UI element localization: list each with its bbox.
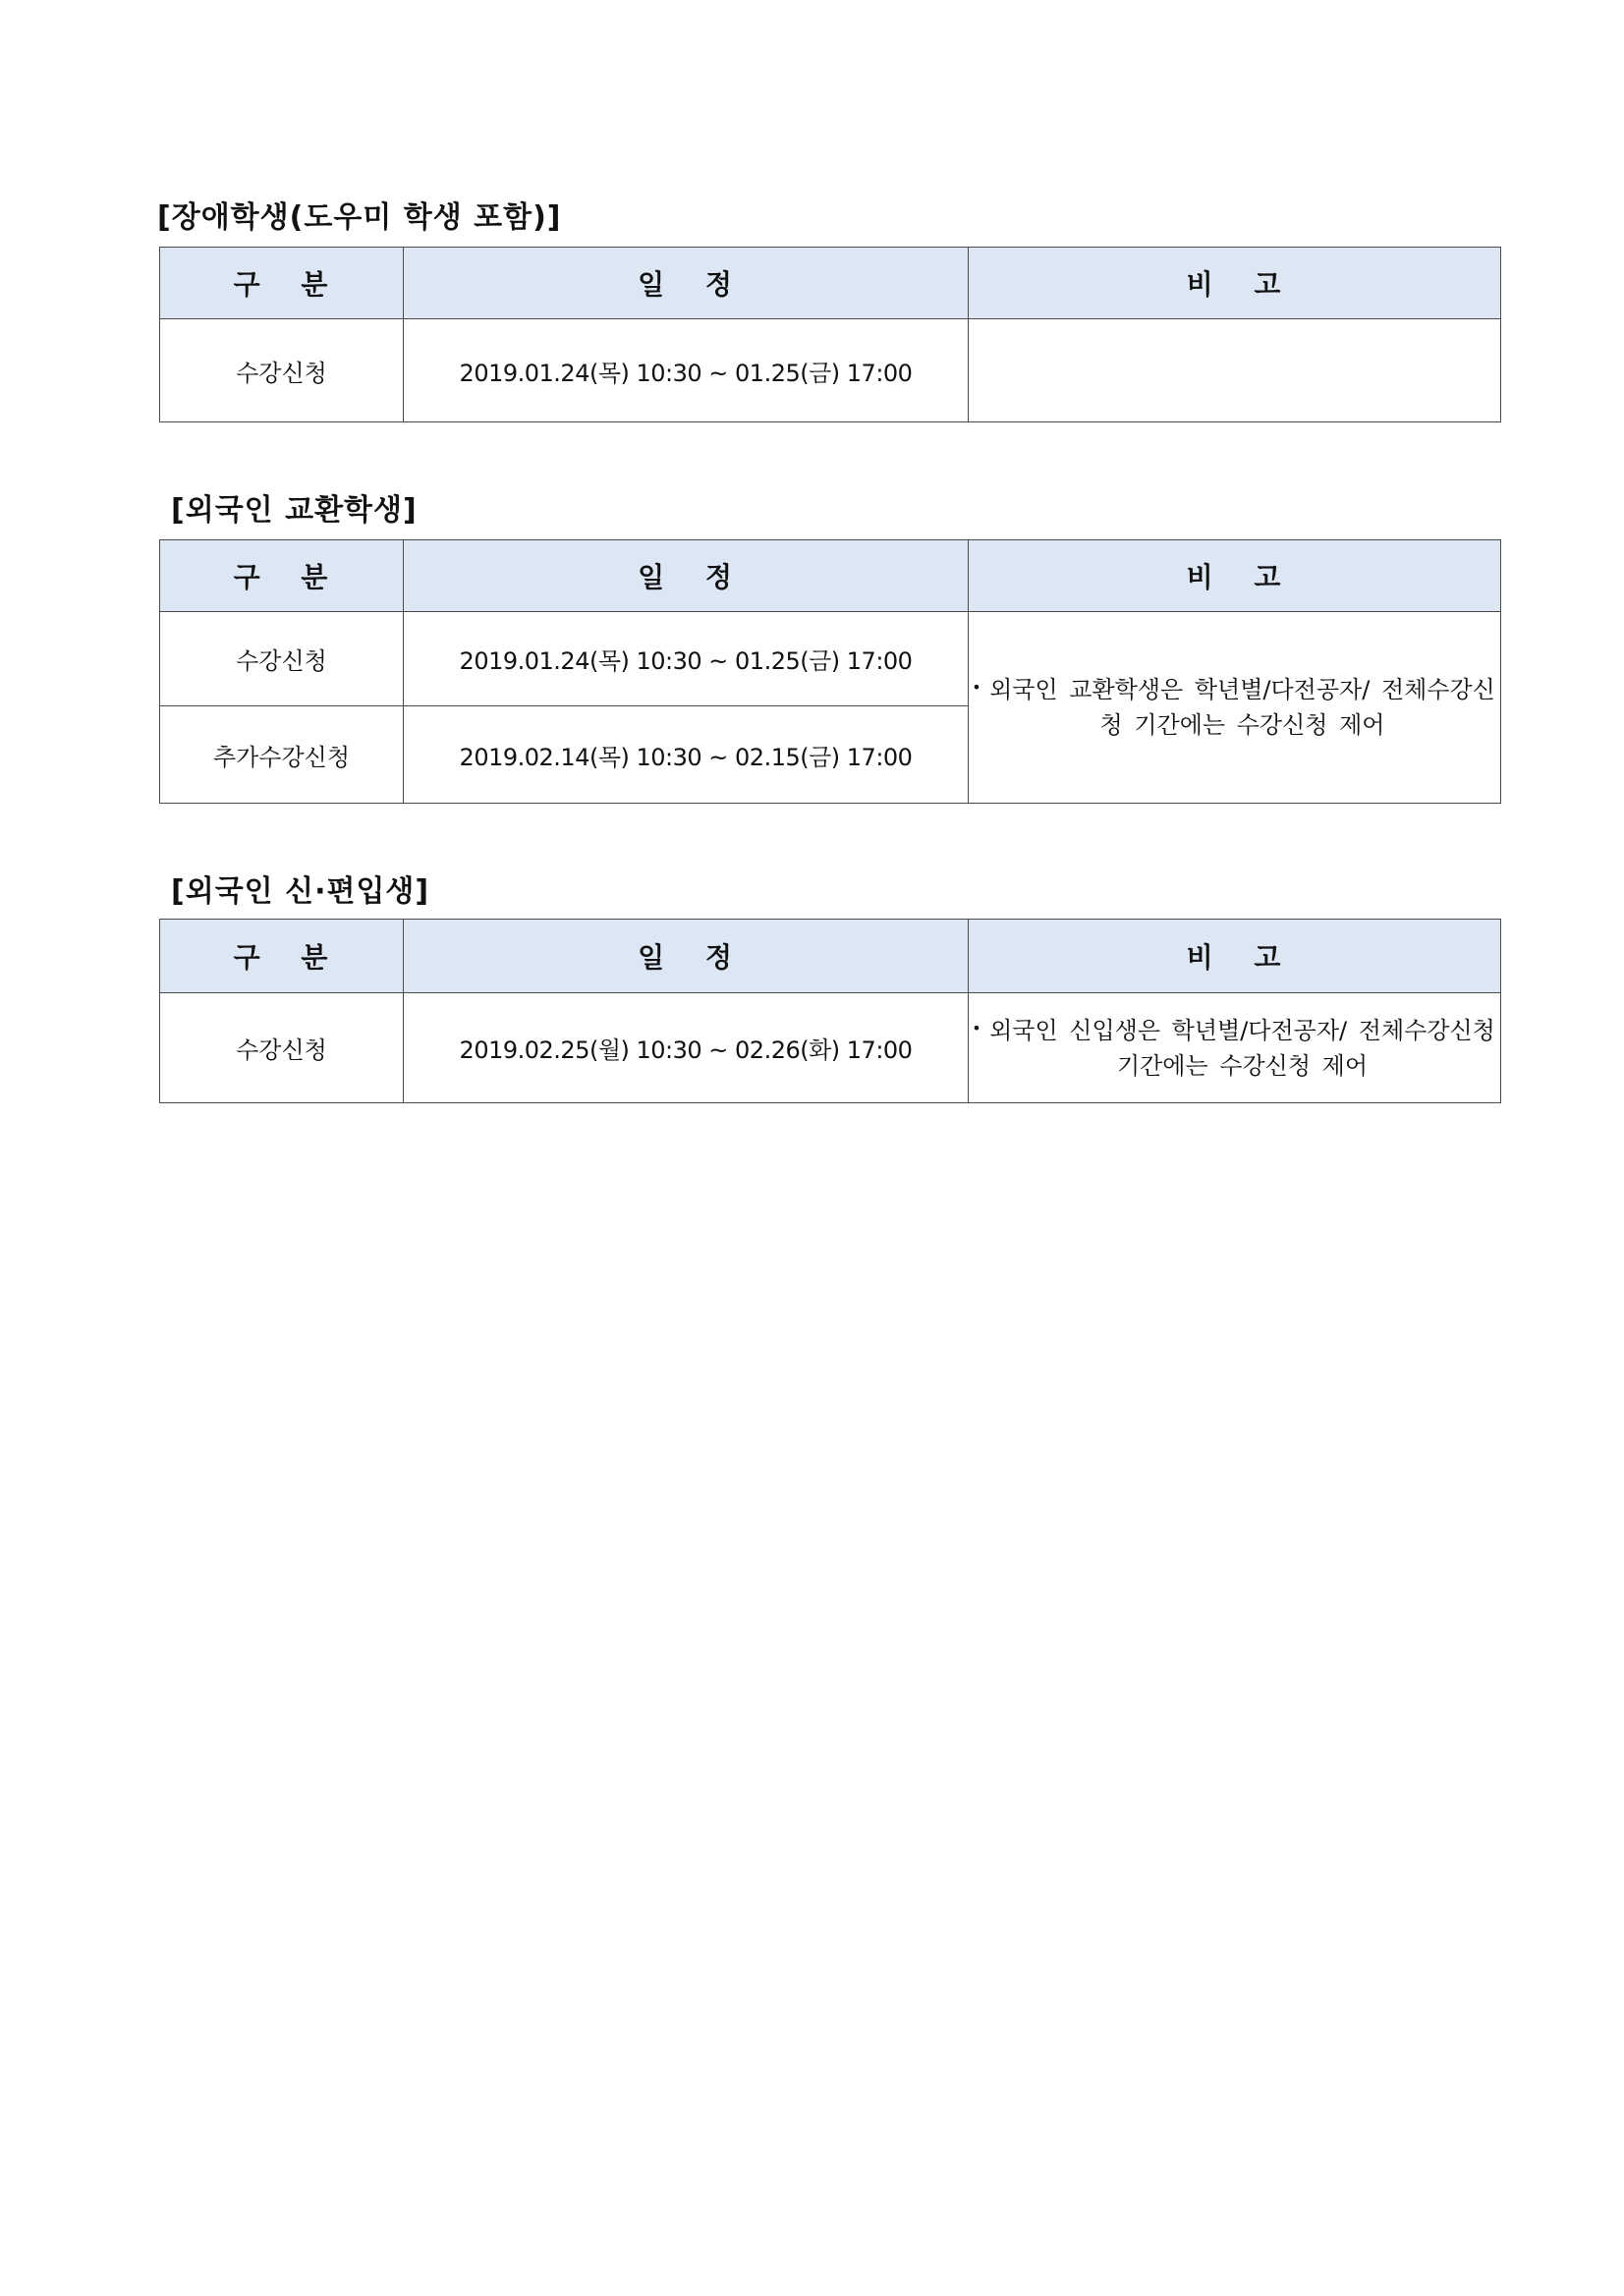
table-header-row [160,920,1501,993]
section-title-foreign-new-students: [외국인 신·편입생] [171,874,430,909]
row-schedule: 2019.02.25(월) 10:30 ~ 02.26(화) 17:00 [404,993,969,1103]
header-category: 구 분 [160,540,404,612]
row-category: 수강신청 [160,612,404,706]
row-schedule: 2019.01.24(목) 10:30 ~ 01.25(금) 17:00 [404,612,969,706]
row-remarks [969,993,1501,1103]
header-remarks: 비 고 [969,540,1501,612]
section-title-disabled-students: [장애학생(도우미 학생 포함)] [157,200,562,235]
bullet-icon: • [972,1018,981,1037]
bullet-icon: • [972,678,981,697]
row-remarks [969,612,1501,804]
remarks-text: 외국인 신입생은 학년별/다전공자/ 전체수강신청 기간에는 수강신청 제어 [989,1016,1495,1080]
row-remarks [969,319,1501,422]
table-header-row [160,248,1501,319]
table-header-row [160,540,1501,612]
section-title-exchange-students: [외국인 교환학생] [171,493,418,528]
row-category: 수강신청 [160,993,404,1103]
row-category: 수강신청 [160,319,404,422]
row-schedule: 2019.02.14(목) 10:30 ~ 02.15(금) 17:00 [404,706,969,804]
row-schedule: 2019.01.24(목) 10:30 ~ 01.25(금) 17:00 [404,319,969,422]
header-schedule: 일 정 [404,540,969,612]
header-category: 구 분 [160,248,404,319]
table-row [160,319,1501,422]
row-category: 추가수강신청 [160,706,404,804]
header-remarks: 비 고 [969,920,1501,993]
header-schedule: 일 정 [404,920,969,993]
schedule-table-foreign-new-students [159,919,1501,1103]
header-category: 구 분 [160,920,404,993]
table-row [160,612,1501,706]
remarks-text: 외국인 교환학생은 학년별/다전공자/ 전체수강신청 기간에는 수강신청 제어 [989,676,1495,739]
header-schedule: 일 정 [404,248,969,319]
header-remarks: 비 고 [969,248,1501,319]
schedule-table-exchange-students [159,539,1501,804]
table-row [160,993,1501,1103]
schedule-table-disabled-students [159,247,1501,422]
